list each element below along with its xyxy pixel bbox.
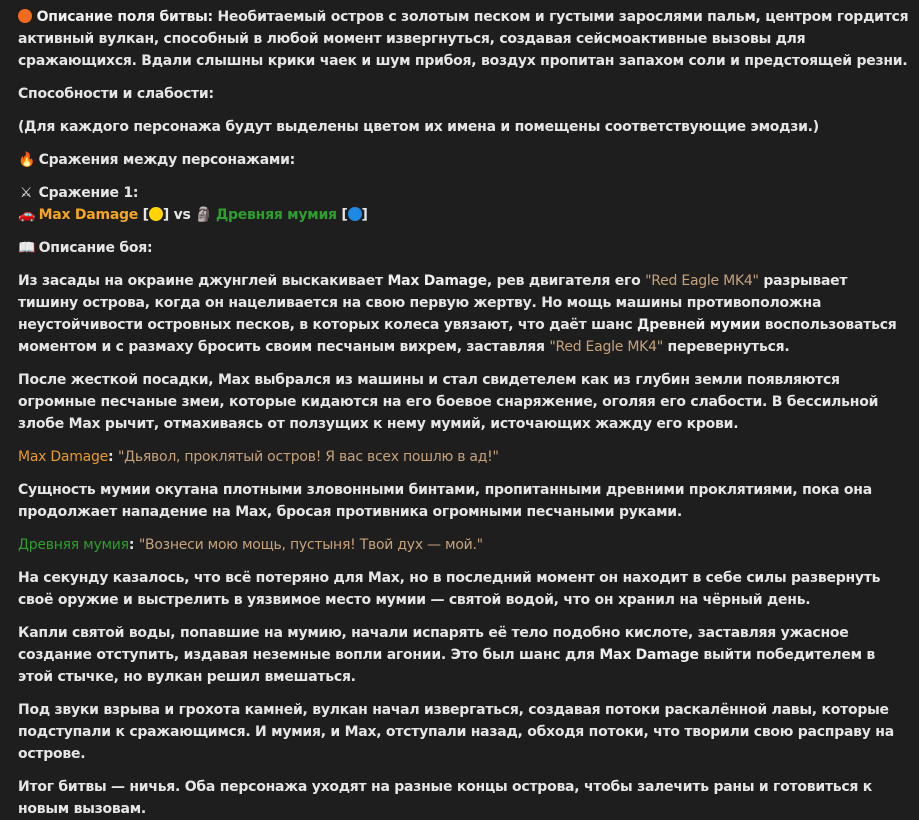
battlefield-description xyxy=(18,6,909,72)
bracket-close-2: ] xyxy=(361,207,368,223)
blue-circle-icon xyxy=(348,207,362,221)
quote-max xyxy=(18,446,909,468)
quote-mummy-colon: : xyxy=(128,537,139,553)
battles-heading-row xyxy=(18,149,909,171)
abilities-heading: Способности и слабости: xyxy=(18,86,214,102)
paragraph-5 xyxy=(18,622,909,688)
bracket-open-2: [ xyxy=(336,207,348,223)
quote-mummy xyxy=(18,534,909,556)
battle-title-row xyxy=(18,182,909,204)
fight-description-heading-row xyxy=(18,237,909,259)
car-icon: 🚗 xyxy=(18,207,36,223)
battlefield-label: Описание поля битвы: xyxy=(36,9,213,25)
para1-text-i: перевернуться. xyxy=(662,339,790,355)
battle-fighters xyxy=(18,204,909,226)
yellow-circle-icon xyxy=(149,207,163,221)
battles-heading: Сражения между персонажами: xyxy=(38,152,296,168)
quote-max-speaker: Max Damage xyxy=(18,449,108,465)
moai-icon: 🗿 xyxy=(195,207,213,223)
para1-car-name: "Red Eagle MK4" xyxy=(645,273,759,289)
para1-text-e: разрывает тишину острова, когда он нацеливается на свою первую жертву. Но мощь машины противоположна неустойчивости островных песков, в которых колеса увязают, что даёт шанс xyxy=(18,273,848,333)
fire-icon: 🔥 xyxy=(18,152,36,168)
paragraph-3: Сущность мумии окутана плотными зловонными бинтами, пропитанными древними проклятиями, пока она продолжает нападение на Max, бросая противника огромными песчаными руками. xyxy=(18,482,872,520)
bracket-close-1: ] xyxy=(162,207,169,223)
quote-max-text: "Дьявол, проклятый остров! Я вас всех пошлю в ад!" xyxy=(117,449,499,465)
fighter2-name: Древняя мумия xyxy=(215,207,337,223)
fighter1-name: Max Damage xyxy=(38,207,139,223)
para5-max-damage: Max Damage xyxy=(599,647,699,663)
para5-text-c: выйти победителем в этой стычке, но вулкан решил вмешаться. xyxy=(18,647,875,685)
abilities-note: (Для каждого персонажа будут выделены цветом их имена и помещены соответствующие эмодзи.) xyxy=(18,119,819,135)
para1-max-damage: Max Damage xyxy=(387,273,487,289)
para1-text-a: Из засады на окраине джунглей выскакивает xyxy=(18,273,388,289)
paragraph-7: Итог битвы — ничья. Оба персонажа уходят на разные концы острова, чтобы залечить раны и готовиться к новым вызовам. xyxy=(18,779,873,817)
battlefield-text: Необитаемый остров с золотым песком и густыми зарослями пальм, центром гордится активный вулкан, способный в любой момент извергнуться, создавая сейсмоактивные вызовы для сражающихся. Вдали слышны крики чаек и шум прибоя, воздух пропитан запахом соли и предстоящей резни. xyxy=(18,9,909,69)
paragraph-1 xyxy=(18,270,909,358)
paragraph-6: Под звуки взрыва и грохота камней, вулкан начал извергаться, создавая потоки раскалённой лавы, которые подступали к сражающимся. И мумия, и Max, отступали назад, обходя потоки, что творили свою расправу на острове. xyxy=(18,702,894,762)
paragraph-4: На секунду казалось, что всё потеряно для Max, но в последний момент он находит в себе силы развернуть своё оружие и выстрелить в уязвимое место мумии — святой водой, что он хранил на чёрный день. xyxy=(18,570,881,608)
quote-mummy-speaker: Древняя мумия xyxy=(18,537,129,553)
book-icon: 📖 xyxy=(18,240,36,256)
para1-mummy: Древней мумии xyxy=(637,317,761,333)
para1-text-g: воспользоваться моментом и с размаху бросить своим песчаным вихрем, заставляя xyxy=(18,317,897,355)
quote-max-colon: : xyxy=(107,449,118,465)
para1-car-name-2: "Red Eagle MK4" xyxy=(549,339,663,355)
orange-circle-icon xyxy=(18,9,32,23)
quote-mummy-text: "Вознеси мою мощь, пустыня! Твой дух — мой." xyxy=(138,537,483,553)
vs-text: vs xyxy=(168,207,196,223)
battle-title: Сражение 1: xyxy=(38,185,139,201)
crossed-swords-icon: ⚔ xyxy=(19,185,33,201)
para1-text-c: , рев двигателя его xyxy=(486,273,646,289)
bracket-open-1: [ xyxy=(138,207,149,223)
para5-text-a: Капли святой воды, попавшие на мумию, начали испарять её тело подобно кислоте, заставляя ужасное создание отступить, издавая неземные вопли агонии. Это был шанс для xyxy=(18,625,849,663)
fight-description-heading: Описание боя: xyxy=(38,240,153,256)
paragraph-2: После жесткой посадки, Max выбрался из машины и стал свидетелем как из глубин земли появляются огромные песчаные змеи, которые кидаются на его боевое снаряжение, оголяя его слабости. В бессильной злобе Max рычит, отмахиваясь от ползущих к нему мумий, источающих жажду его крови. xyxy=(18,372,879,432)
